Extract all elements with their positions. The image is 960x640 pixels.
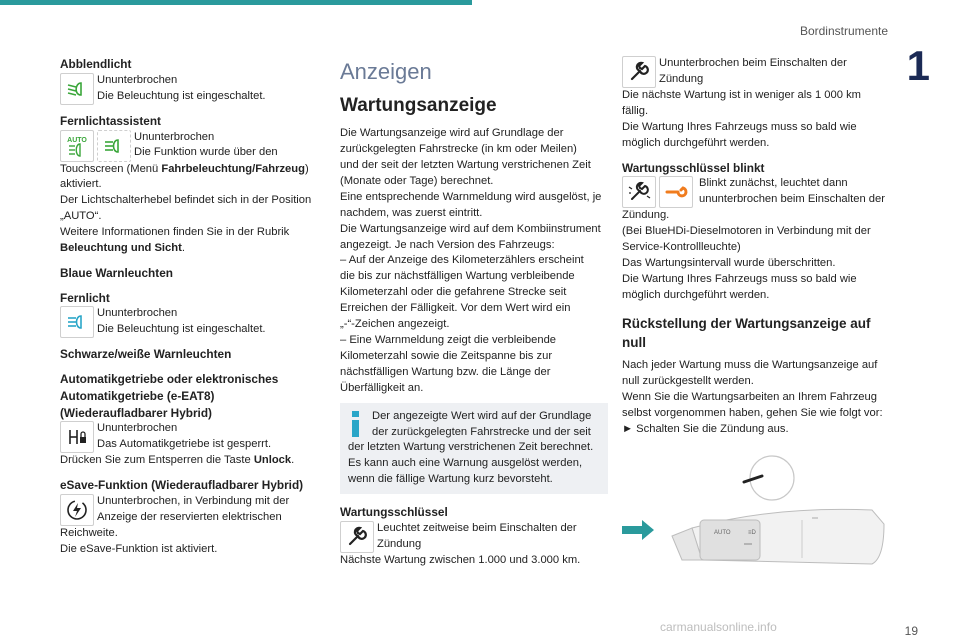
section-reference: Beleuchtung und Sicht	[60, 242, 182, 255]
text-line: Die Beleuchtung ist eingeschaltet.	[97, 323, 266, 336]
text-line: fällig.	[622, 104, 649, 117]
svg-text:AUTO: AUTO	[714, 529, 731, 536]
text-line: Zündung	[659, 72, 704, 85]
text-line: null zurückgestellt werden.	[622, 375, 754, 388]
info-icon	[352, 411, 359, 437]
text-line: ununterbrochen beim Einschalten der	[699, 193, 885, 206]
text-line: (Monate oder Tage) berechnet.	[340, 174, 494, 187]
schwarz-title: Schwarze/weiße Warnleuchten	[60, 347, 232, 362]
text-line: Die eSave-Funktion ist aktiviert.	[60, 543, 218, 555]
text-line: möglich durchgeführt werden.	[622, 288, 770, 301]
text-line: wenn die fällige Wartung kurz bevorsteht.	[348, 473, 553, 486]
text-line: Ununterbrochen	[97, 307, 178, 320]
page-number: 19	[904, 624, 918, 638]
text-line: Zündung	[377, 537, 422, 550]
unlock-key-label: Unlock	[253, 454, 292, 467]
text-line: Die nächste Wartung ist in weniger als 1 000 km	[622, 89, 861, 101]
text-span: Touchscreen (Menü	[60, 162, 162, 175]
esave-section	[60, 477, 320, 558]
fernlicht-section	[60, 290, 320, 339]
watermark: carmanualsonline.info	[660, 620, 777, 634]
text-line: Die Wartungsanzeige wird auf dem Kombiinstrument	[340, 222, 601, 235]
steering-stalk-illustration	[622, 448, 890, 584]
abblendlicht-title: Abblendlicht	[60, 57, 132, 71]
text-line: Die Wartungsanzeige wird auf Grundlage der	[340, 127, 564, 140]
text-line: Kilometerzahl sowie die Zeitspanne bis zur	[340, 349, 553, 362]
chapter-number: 1	[906, 42, 930, 89]
low-beam-icon	[60, 73, 94, 105]
auto-high-beam-icon	[60, 130, 94, 162]
text-line: Leuchtet zeitweise beim Einschalten der	[377, 521, 577, 534]
section-title: Anzeigen	[340, 59, 432, 84]
wartungsanzeige-body	[340, 126, 608, 396]
text-line: nachdem, was zuerst eintritt.	[340, 206, 483, 219]
fernlichtassistent-title: Fernlichtassistent	[60, 113, 161, 128]
text-line: Weitere Informationen finden Sie in der Rubrik	[60, 226, 290, 239]
text-line: zurückgelegten Fahrstrecke (in km oder Meilen)	[340, 143, 577, 156]
automatik-section	[60, 371, 320, 469]
text-line: Überfälligkeit an.	[340, 381, 424, 394]
text-line: – Auf der Anzeige des Kilometerzählers erscheint	[340, 254, 584, 267]
column-middle	[340, 56, 608, 577]
text-line: Blinkt zunächst, leuchtet dann	[699, 177, 848, 190]
text-line: Reichweite.	[60, 527, 118, 540]
text-line: Der angezeigte Wert wird auf der Grundlage	[372, 409, 592, 422]
wartungsschluessel-section	[340, 504, 608, 569]
text-line: Das Automatikgetriebe ist gesperrt.	[97, 438, 272, 451]
blaue-title: Blaue Warnleuchten	[60, 265, 173, 280]
text-line: möglich durchgeführt werden.	[622, 136, 770, 149]
text-line: Anzeige der reservierten elektrischen	[97, 511, 282, 523]
automatik-title: Automatikgetriebe oder elektronisches	[60, 372, 279, 387]
instruction-step: ► Schalten Sie die Zündung aus.	[622, 422, 789, 435]
text-line: Die Funktion wurde über den	[134, 146, 278, 159]
schwarz-weiss-section	[60, 346, 320, 363]
text-line: Wenn Sie die Wartungsarbeiten an Ihrem Fahrzeug	[622, 390, 877, 403]
text-line: Eine entsprechende Warnmeldung wird ausgelöst, je	[340, 190, 602, 203]
text-line: Das Wartungsintervall wurde überschritten.	[622, 257, 836, 270]
rueckstellung-section	[622, 314, 890, 438]
svg-text:≡D: ≡D	[748, 529, 756, 536]
text-line: Die Wartung Ihres Fahrzeugs muss so bald wie	[622, 273, 857, 285]
wrench-icon	[340, 521, 374, 553]
text-line: aktiviert.	[60, 178, 102, 191]
text-line: nächstfälligen Wartung bzw. die Länge der	[340, 365, 551, 378]
column-left	[60, 56, 320, 566]
blinkt-title: Wartungsschlüssel blinkt	[622, 160, 765, 175]
wrench-icon	[622, 56, 656, 88]
text-line: Die Wartung Ihres Fahrzeugs muss so bald wie	[622, 120, 857, 133]
text-line: Zündung.	[622, 209, 670, 222]
text-span: .	[181, 242, 185, 255]
text-span: .	[291, 454, 295, 467]
menu-reference: Fahrbeleuchtung/Fahrzeug	[161, 162, 305, 175]
text-line: „-“-Zeichen angezeigt.	[340, 318, 450, 331]
text-line: Ununterbrochen, in Verbindung mit der	[97, 495, 290, 508]
text-line: Ununterbrochen	[134, 130, 215, 143]
text-line	[60, 453, 320, 469]
text-line: die bis zur nächstfälligen Wartung verbleibende	[340, 270, 575, 283]
text-line: „AUTO“.	[60, 210, 102, 223]
column-right	[622, 56, 890, 584]
text-span: Drücken Sie zum Entsperren die Taste	[60, 454, 254, 467]
text-line: der zurückgelegten Fahrstrecke und der seit	[372, 425, 591, 438]
text-line: selbst vorgenommen haben, gehen Sie wie folgt vor:	[622, 406, 883, 419]
text-line: Der Lichtschalterhebel befindet sich in der Position	[60, 194, 312, 207]
text-line: Kilometerzahl oder die gefahrene Strecke seit	[340, 286, 567, 299]
top-accent-bar	[0, 0, 472, 5]
high-beam-icon	[97, 130, 131, 162]
text-line	[60, 241, 320, 257]
rueckstellung-title: null	[622, 334, 646, 350]
high-beam-icon	[60, 306, 94, 338]
running-header: Bordinstrumente	[799, 24, 888, 38]
wrench-blink-icon	[622, 176, 656, 208]
text-line: Nach jeder Wartung muss die Wartungsanzeige auf	[622, 359, 878, 372]
fernlicht-title: Fernlicht	[60, 290, 110, 305]
wrench-icon	[659, 176, 693, 208]
text-line: und der seit der letzten Wartung verstrichenen Zeit	[340, 159, 591, 172]
esave-title: eSave-Funktion (Wiederaufladbarer Hybrid)	[60, 478, 304, 493]
rueckstellung-title: Rückstellung der Wartungsanzeige auf	[622, 315, 871, 331]
automatik-title: Automatikgetriebe (e-EAT8)	[60, 388, 215, 403]
text-line: Es kann auch eine Warnung ausgelöst werden,	[348, 457, 583, 470]
wartung-dauerlicht-section	[622, 56, 890, 152]
text-line: angezeigt. Je nach Version des Fahrzeugs:	[340, 238, 555, 251]
text-line: Ununterbrochen	[97, 422, 178, 435]
blaue-warnleuchten-section	[60, 265, 320, 282]
automatik-title: (Wiederaufladbarer Hybrid)	[60, 405, 212, 420]
text-line: Erreichen der Fälligkeit. Vor dem Wert wird ein	[340, 302, 571, 315]
text-line: – Eine Warnmeldung zeigt die verbleibende	[340, 333, 557, 346]
fernlichtassistent-section	[60, 113, 320, 257]
text-line: Die Beleuchtung ist eingeschaltet.	[97, 89, 266, 102]
text-line: (Bei BlueHDi-Dieselmotoren in Verbindung mit der	[622, 225, 871, 238]
text-line: der letzten Wartung verstrichenen Zeit berechnet.	[348, 441, 594, 454]
abblendlicht-section	[60, 56, 320, 105]
gear-lock-icon	[60, 421, 94, 453]
wartung-blinkt-section	[622, 160, 890, 304]
svg-text:AUTO: AUTO	[67, 136, 87, 144]
text-span: )	[304, 162, 309, 175]
info-box	[340, 403, 608, 495]
text-line: Nächste Wartung zwischen 1.000 und 3.000 km.	[340, 553, 581, 566]
esave-icon	[60, 494, 94, 526]
wartungsanzeige-title: Wartungsanzeige	[340, 95, 497, 117]
wartungsschluessel-title: Wartungsschlüssel	[340, 505, 448, 520]
text-line: Service-Kontrollleuchte)	[622, 241, 741, 254]
text-line: Ununterbrochen	[97, 73, 178, 86]
text-line: Ununterbrochen beim Einschalten der	[659, 57, 847, 69]
text-line	[60, 162, 320, 178]
